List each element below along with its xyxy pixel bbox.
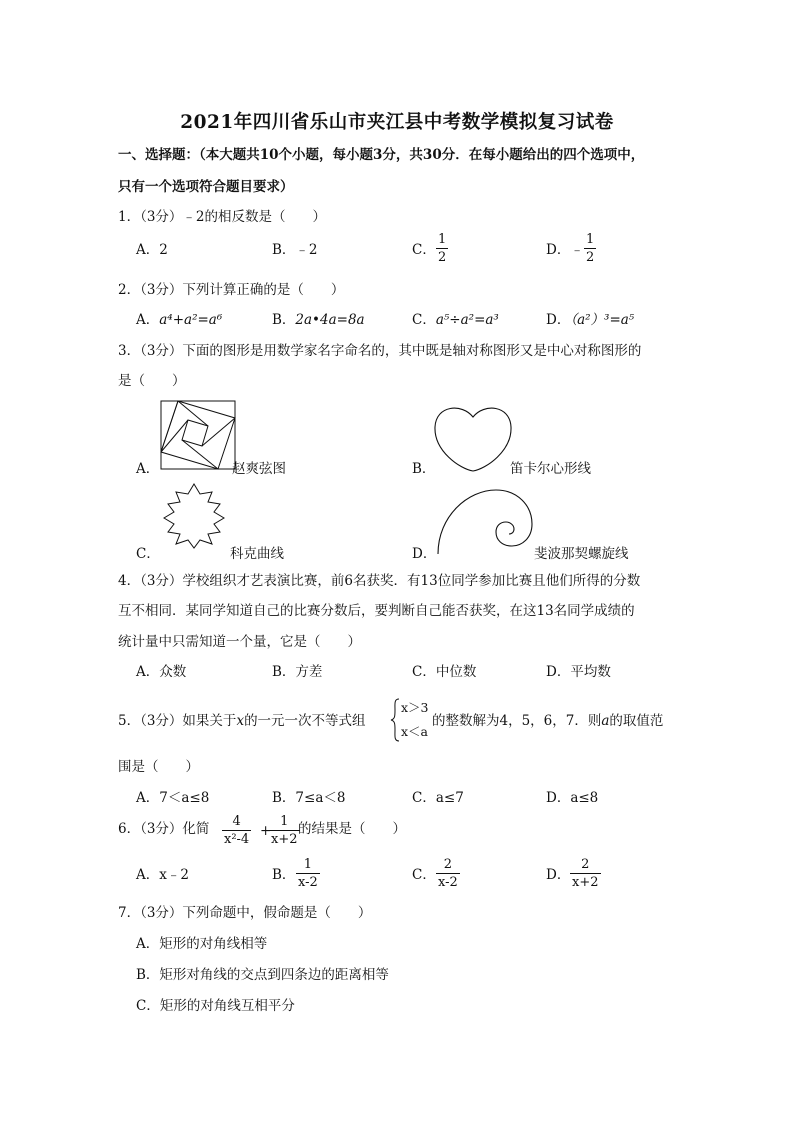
section-heading-line1: 一、选择题：（本大题共10个小题，每小题3分，共30分．在每小题给出的四个选项中， [118, 147, 645, 163]
page-title: 2021年四川省乐山市夹江县中考数学模拟复习试卷 [180, 112, 614, 133]
option-label: C． [412, 312, 436, 328]
fraction-numerator: 1 [586, 232, 595, 247]
question-5-option-d: D．a≤8 [546, 790, 599, 806]
question-6-option-c-label: C． [412, 867, 436, 883]
question-1-option-c-label: C． [412, 242, 436, 258]
question-3-option-d-caption: 斐波那契螺旋线 [534, 546, 629, 562]
question-6-stem-pre: 6．（3分）化简 [118, 821, 210, 837]
fraction-denominator: x+2 [271, 832, 298, 847]
left-brace-icon [390, 698, 400, 742]
variable-x: x [236, 713, 245, 729]
question-3-option-b-label: B． [412, 461, 436, 477]
fraction-numerator: 4 [222, 815, 251, 831]
variable-a: a [601, 713, 610, 729]
question-4-stem-line2: 互不相同．某同学知道自己的比赛分数后，要判断自己能否获奖，在这13名同学成绩的 [118, 603, 635, 619]
question-2-stem: 2．（3分）下列计算正确的是（ ） [118, 282, 345, 298]
question-7-stem: 7．（3分）下列命题中，假命题是（ ） [118, 905, 372, 921]
question-5-stem-part2 [432, 712, 663, 730]
option-label: B． [272, 312, 296, 328]
text-run: 的整数解为4，5，6，7．则 [432, 713, 602, 729]
cardioid-curve [432, 405, 514, 473]
question-5-stem-part1 [118, 712, 366, 730]
question-6-option-b-label: B． [272, 867, 296, 883]
fraction-denominator: x²-4 [224, 832, 250, 847]
question-2-option-c [412, 311, 499, 329]
question-3-option-c-caption: 科克曲线 [230, 546, 284, 562]
question-1-option-d-label: D．﹣ [546, 242, 584, 258]
question-1-option-a: A．2 [136, 242, 168, 258]
question-3-option-b-caption: 笛卡尔心形线 [510, 461, 591, 477]
fraction-numerator: 2 [570, 858, 601, 874]
question-4-option-c: C．中位数 [412, 664, 477, 680]
question-1-option-b: B．﹣2 [272, 242, 318, 258]
inequality-line-2: x＜a [401, 724, 429, 739]
inequality-line-1: x＞3 [401, 700, 429, 715]
option-expression: a⁴+a²=a⁶ [159, 312, 223, 328]
question-6-fraction-2 [269, 815, 300, 846]
question-3-stem-line1: 3．（3分）下面的图形是用数学家名字命名的，其中既是轴对称图形又是中心对称图形的 [118, 343, 642, 359]
question-3-option-a-label: A． [136, 461, 160, 477]
question-7-option-c: C．矩形的对角线互相平分 [136, 998, 295, 1014]
zhao-shuang-diagram [160, 400, 236, 470]
question-7-option-b: B．矩形对角线的交点到四条边的距离相等 [136, 967, 389, 983]
question-6-stem-post: 的结果是（ ） [298, 821, 406, 837]
question-4-option-b: B．方差 [272, 664, 323, 680]
question-3-option-a-caption: 赵爽弦图 [232, 461, 286, 477]
option-expression: （a²）³=a⁵ [570, 312, 635, 328]
question-6-option-d-label: D． [546, 867, 571, 883]
question-6-option-a: A．x﹣2 [136, 867, 189, 883]
fraction-numerator: 2 [436, 858, 460, 874]
koch-snowflake [158, 482, 230, 550]
text-run: 5．（3分）如果关于 [118, 713, 237, 729]
question-4-stem-line3: 统计量中只需知道一个量，它是（ ） [118, 634, 361, 650]
question-5-option-c: C．a≤7 [412, 790, 464, 806]
question-1-option-d-fraction [584, 233, 596, 264]
question-6-option-c-fraction [436, 858, 460, 889]
fraction-denominator: 2 [586, 250, 595, 265]
fraction-denominator: 2 [438, 250, 447, 265]
fraction-denominator: x+2 [572, 875, 599, 890]
question-5-option-b: B．7≤a＜8 [272, 790, 346, 806]
question-2-option-d [546, 311, 634, 329]
fraction-numerator: 1 [296, 858, 320, 874]
fibonacci-spiral [432, 484, 536, 556]
section-heading-line2: 只有一个选项符合题目要求） [118, 179, 294, 195]
text-run: 的取值范 [609, 713, 664, 729]
question-3-option-c-label: C． [136, 546, 160, 562]
fraction-denominator: x-2 [438, 875, 458, 890]
option-label: A． [136, 312, 160, 328]
question-6-option-d-fraction [570, 858, 601, 889]
fraction-numerator: 1 [438, 232, 447, 247]
question-1-stem: 1．（3分）﹣2的相反数是（ ） [118, 209, 327, 225]
fraction-denominator: x-2 [298, 875, 318, 890]
text-run: 的一元一次不等式组 [244, 713, 366, 729]
option-expression: a⁵÷a²=a³ [435, 312, 499, 328]
question-3-option-d-label: D． [412, 546, 437, 562]
question-6-fraction-1 [222, 815, 251, 846]
question-2-option-a [136, 311, 222, 329]
question-4-option-d: D．平均数 [546, 664, 611, 680]
question-6-option-b-fraction [296, 858, 320, 889]
question-2-option-b [272, 311, 365, 329]
option-expression: 2a•4a=8a [295, 312, 365, 328]
question-1-option-c-fraction [436, 233, 448, 264]
question-4-stem-line1: 4．（3分）学校组织才艺表演比赛，前6名获奖．有13位同学参加比赛且他们所得的分数 [118, 573, 641, 589]
question-7-option-a: A．矩形的对角线相等 [136, 936, 268, 952]
question-4-option-a: A．众数 [136, 664, 187, 680]
plus-sign: + [260, 823, 272, 839]
option-label: D． [546, 312, 571, 328]
question-3-stem-line2: 是（ ） [118, 373, 186, 389]
question-5-stem-line2: 围是（ ） [118, 759, 199, 775]
fraction-numerator: 1 [269, 815, 300, 831]
question-5-option-a: A．7＜a≤8 [136, 790, 210, 806]
